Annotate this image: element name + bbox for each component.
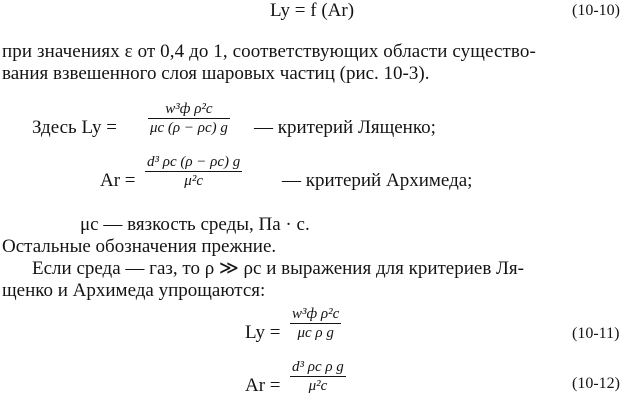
equation-number-10-10: (10-10) [572, 2, 620, 19]
lyashchenko-description: — критерий Лященко; [254, 117, 436, 138]
equation-number-10-12: (10-12) [572, 375, 620, 392]
equation-10-12-prefix: Ar = [245, 375, 281, 396]
archimedes-denominator: μ²c [184, 173, 203, 189]
equation-10-12-numerator: d³ ρc ρ g [292, 359, 344, 375]
paragraph-1-line-2: вания взвешенного слоя шаровых частиц (рис. 10-3). [2, 63, 430, 84]
paragraph-1-line-1: при значениях ε от 0,4 до 1, соответствующих области существо- [2, 41, 536, 62]
lyashchenko-prefix: Здесь Ly = [32, 117, 117, 138]
paragraph-2-line-2: Если среда — газ, то ρ ≫ ρc и выражения для критериев Ля- [32, 258, 524, 279]
equation-10-12-fraction [290, 358, 346, 395]
equation-10-11-prefix: Ly = [245, 322, 281, 343]
paragraph-2-line-1: Остальные обозначения прежние. [2, 236, 277, 257]
equation-number-10-11: (10-11) [572, 325, 620, 342]
archimedes-description: — критерий Архимеда; [282, 170, 473, 191]
equation-10-11-numerator: w³ф ρ²c [292, 306, 340, 322]
archimedes-fraction [145, 153, 242, 190]
lyashchenko-fraction [148, 100, 230, 137]
equation-10-11-denominator: μc ρ g [297, 325, 334, 341]
lyashchenko-denominator: μc (ρ − ρc) g [150, 120, 228, 136]
lyashchenko-numerator: w³ф ρ²c [148, 100, 230, 119]
archimedes-prefix: Ar = [100, 170, 136, 191]
paragraph-2-line-3: щенко и Архимеда упрощаются: [2, 280, 266, 301]
archimedes-numerator: d³ ρc (ρ − ρc) g [147, 154, 241, 170]
viscosity-definition: μc — вязкость среды, Па · с. [80, 214, 310, 235]
equation-10-11-fraction [290, 305, 341, 342]
equation-10-12-denominator: μ²c [308, 378, 328, 394]
equation-10-10: Ly = f (Ar) [270, 0, 355, 21]
